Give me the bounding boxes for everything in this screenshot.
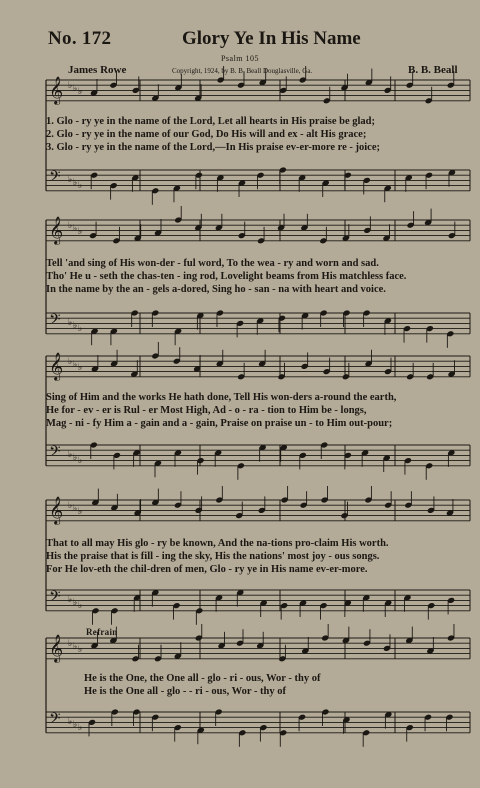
refrain-label: Refrain (86, 627, 118, 637)
flat-icon: ♭ (73, 178, 78, 188)
bass-clef-icon: 𝄢 (49, 311, 61, 332)
lyric-line: Tell 'and sing of His won-der - ful word, To the wea - ry and worn and sad. (46, 258, 379, 269)
bass-clef-icon: 𝄢 (49, 443, 61, 464)
flat-icon: ♭ (68, 318, 73, 328)
flat-icon: ♭ (73, 360, 78, 370)
scripture-reference: Psalm 105 (220, 54, 260, 63)
treble-clef-icon: 𝄞 (49, 76, 64, 104)
lyric-line: He is the One all - glo - - ri - ous, Wor - thy of (84, 686, 287, 697)
flat-icon: ♭ (78, 227, 83, 237)
flat-icon: ♭ (68, 501, 73, 511)
flat-icon: ♭ (73, 504, 78, 514)
treble-clef-icon: 𝄞 (49, 216, 64, 244)
lyricist-credit: James Rowe (68, 64, 127, 76)
hymn-number: No. 172 (48, 28, 112, 49)
flat-icon: ♭ (73, 84, 78, 94)
composer-credit: B. B. Beall (408, 64, 458, 76)
lyric-line: Tho' He u - seth the chas-ten - ing rod, Lovelight beams from His matchless face. (46, 271, 407, 282)
flat-icon: ♭ (78, 456, 83, 466)
flat-icon: ♭ (73, 224, 78, 234)
flat-icon: ♭ (73, 598, 78, 608)
lyric-line: That to all may His glo - ry be known, And the na-tions pro-claim His worth. (46, 538, 389, 549)
flat-icon: ♭ (68, 595, 73, 605)
lyric-line: His the praise that is fill - ing the sky, His the nations' most joy - ous songs. (46, 551, 380, 562)
flat-icon: ♭ (68, 81, 73, 91)
lyric-line: For He lov-eth the chil-dren of men, Glo - ry ye in His name ev-er-more. (46, 564, 368, 575)
flat-icon: ♭ (68, 639, 73, 649)
flat-icon: ♭ (78, 645, 83, 655)
bass-clef-icon: 𝄢 (49, 168, 61, 189)
flat-icon: ♭ (78, 723, 83, 733)
flat-icon: ♭ (68, 357, 73, 367)
flat-icon: ♭ (78, 324, 83, 334)
flat-icon: ♭ (68, 717, 73, 727)
lyric-line: Sing of Him and the works He hath done, Tell His won-ders a-round the earth, (46, 392, 397, 403)
lyric-line: In the name by the an - gels a-dored, Sing ho - san - na with heart and voice. (46, 284, 386, 295)
flat-icon: ♭ (68, 175, 73, 185)
lyric-line: 2. Glo - ry ye in the name of our God, Do His will and ex - alt His grace; (46, 129, 367, 140)
bass-clef-icon: 𝄢 (49, 710, 61, 731)
lyric-line: Mag - ni - fy Him a - gain and a - gain, Praise on praise un - to Him out-pour; (46, 418, 393, 429)
treble-clef-icon: 𝄞 (49, 352, 64, 380)
flat-icon: ♭ (73, 453, 78, 463)
flat-icon: ♭ (73, 720, 78, 730)
flat-icon: ♭ (68, 450, 73, 460)
flat-icon: ♭ (73, 321, 78, 331)
flat-icon: ♭ (78, 507, 83, 517)
lyric-line: 1. Glo - ry ye in the name of the Lord, Let all hearts in His praise be glad; (46, 116, 375, 127)
lyric-line: 3. Glo - ry ye in the name of the Lord,—In His praise ev-er-more re - joice; (46, 142, 380, 153)
lyric-line: He is the One, the One all - glo - ri - ous, Wor - thy of (84, 673, 321, 684)
treble-clef-icon: 𝄞 (49, 496, 64, 524)
flat-icon: ♭ (73, 642, 78, 652)
lyric-line: He for - ev - er is Rul - er Most High, Ad - o - ra - tion to Him be - longs, (46, 405, 367, 416)
flat-icon: ♭ (68, 221, 73, 231)
flat-icon: ♭ (78, 181, 83, 191)
flat-icon: ♭ (78, 363, 83, 373)
treble-clef-icon: 𝄞 (49, 634, 64, 662)
flat-icon: ♭ (78, 87, 83, 97)
bass-clef-icon: 𝄢 (49, 588, 61, 609)
hymn-title: Glory Ye In His Name (182, 28, 361, 49)
flat-icon: ♭ (78, 601, 83, 611)
copyright-notice: Copyright, 1924, by B. B. Beall Douglasville, Ga. (172, 67, 313, 75)
